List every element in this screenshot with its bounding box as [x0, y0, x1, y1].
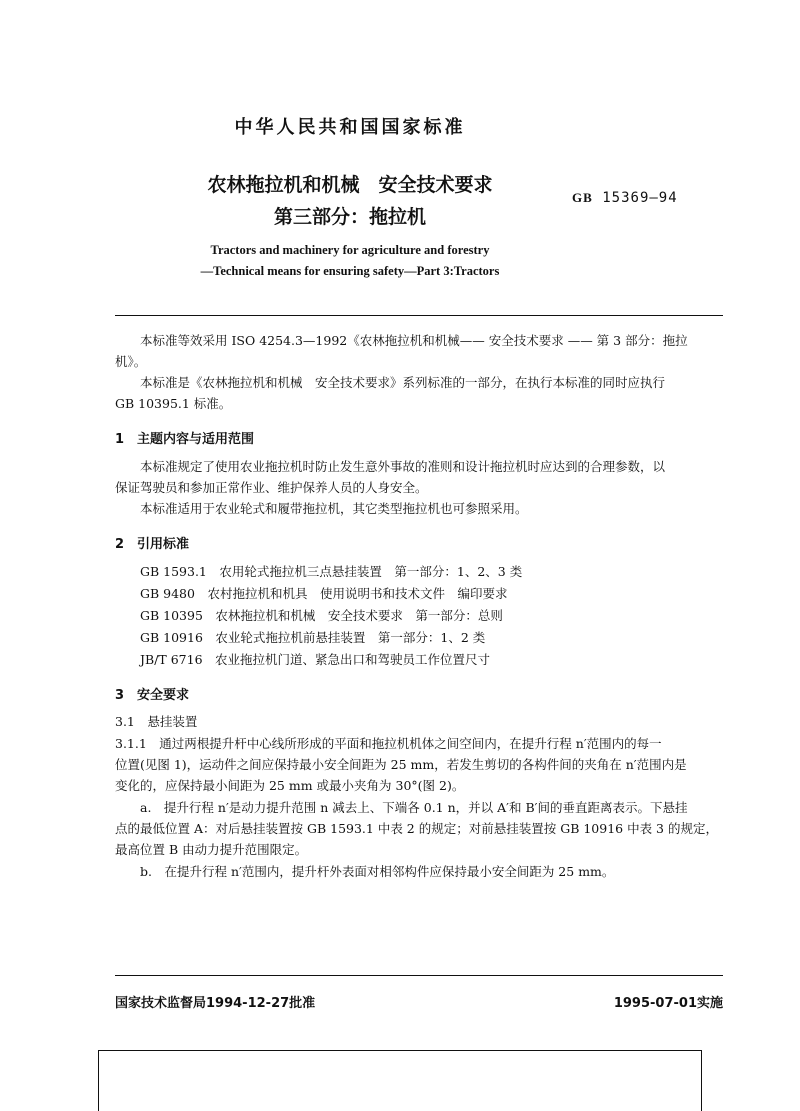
issuing-body-header: 中华人民共和国国家标准 [234, 117, 466, 138]
clause-3-1-1-line-1: 3.1.1 通过两根提升杆中心线所形成的平面和拖拉机机体之间空间内，在提升行程 n′范围内的每一 [115, 736, 662, 751]
title-line-1: 农林拖拉机和机械 安全技术要求 [207, 174, 493, 196]
section-1-line-1: 本标准规定了使用农业拖拉机时防止发生意外事故的准则和设计拖拉机时应达到的合理参数，以 [140, 459, 666, 474]
reference-item: GB 9480 农村拖拉机和机具 使用说明书和技术文件 编印要求 [140, 586, 508, 601]
implementation-date: 1995-07-01实施 [613, 996, 723, 1011]
approval-date: 国家技术监督局1994-12-27批准 [115, 996, 316, 1011]
english-title-line-2: —Technical means for ensuring safety—Part 3:Tractors [200, 264, 500, 278]
section-1-line-2: 保证驾驶员和参加正常作业、维护保养人员的人身安全。 [115, 480, 428, 495]
section-1-heading: 1 主题内容与适用范围 [115, 432, 255, 447]
top-divider [115, 315, 723, 316]
clause-3-1-1-line-3: 变化的，应保持最小间距为 25 mm 或最小夹角为 30°(图 2)。 [115, 778, 465, 793]
item-b-line-1: b. 在提升行程 n′范围内，提升杆外表面对相邻构件应保持最小安全间距为 25 mm。 [140, 864, 615, 879]
clause-3-1-1-line-2: 位置(见图 1)，运动件之间应保持最小安全间距为 25 mm，若发生剪切的各构件间的夹角在 n′范围内是 [115, 757, 687, 772]
reference-item: GB 10916 农业轮式拖拉机前悬挂装置 第一部分：1、2 类 [140, 630, 486, 645]
english-title-line-1: Tractors and machinery for agriculture and forestry [210, 243, 490, 257]
intro-line-2: 机》。 [115, 354, 147, 369]
next-page-frame [98, 1050, 702, 1111]
reference-item: JB/T 6716 农业拖拉机门道、紧急出口和驾驶员工作位置尺寸 [140, 652, 491, 667]
standard-number-value: 15369—94 [602, 190, 678, 206]
section-1-line-3: 本标准适用于农业轮式和履带拖拉机，其它类型拖拉机也可参照采用。 [140, 501, 528, 516]
standard-number [572, 190, 678, 206]
item-a-line-1: a. 提升行程 n′是动力提升范围 n 减去上、下端各 0.1 n，并以 A′和 B′间的垂直距离表示。下悬挂 [140, 800, 688, 815]
item-a-line-3: 最高位置 B 由动力提升范围限定。 [115, 842, 308, 857]
intro-line-3: 本标准是《农林拖拉机和机械 安全技术要求》系列标准的一部分，在执行本标准的同时应执行 [140, 375, 666, 390]
intro-line-4: GB 10395.1 标准。 [115, 396, 232, 411]
bottom-divider [115, 975, 723, 976]
section-2-heading: 2 引用标准 [115, 537, 190, 552]
standard-number-prefix: GB [572, 190, 593, 205]
intro-line-1: 本标准等效采用 ISO 4254.3—1992《农林拖拉机和机械—— 安全技术要求 —— 第 3 部分：拖拉 [140, 333, 688, 348]
title-line-2: 第三部分：拖拉机 [273, 206, 426, 228]
reference-item: GB 10395 农林拖拉机和机械 安全技术要求 第一部分：总则 [140, 608, 503, 623]
reference-item: GB 1593.1 农用轮式拖拉机三点悬挂装置 第一部分：1、2、3 类 [140, 564, 523, 579]
item-a-line-2: 点的最低位置 A：对后悬挂装置按 GB 1593.1 中表 2 的规定；对前悬挂装置按 GB 10916 中表 3 的规定， [115, 821, 718, 836]
subsection-3-1-heading: 3.1 悬挂装置 [115, 714, 198, 729]
section-3-heading: 3 安全要求 [115, 688, 190, 703]
